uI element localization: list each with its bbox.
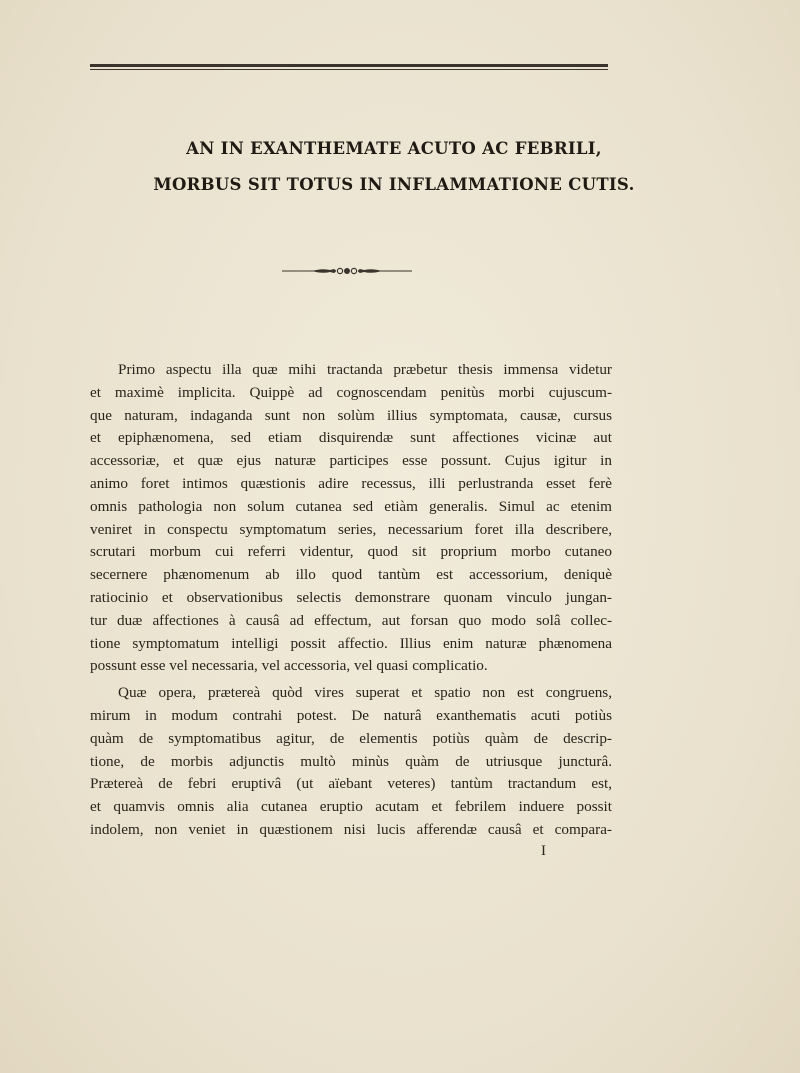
- text-line: secernere phænomenum ab illo quod tantùm est accessorium, deniquè: [90, 566, 612, 584]
- text-line: tione symptomatum intelligi possit affectio. Illius enim naturæ phænomena: [90, 634, 612, 652]
- text-line: ratiocinio et observationibus selectis demonstrare quonam vinculo jungan-: [90, 588, 612, 606]
- text-line: quàm de symptomatibus agitur, de elementis potiùs quàm de descrip-: [90, 729, 612, 747]
- text-line: Quæ opera, prætereà quòd vires superat et spatio non est congruens,: [118, 684, 612, 702]
- text-line: que naturam, indaganda sunt non solùm illius symptomata, causæ, cursus: [90, 406, 612, 424]
- paragraph-2: [90, 682, 612, 842]
- text-line: Primo aspectu illa quæ mihi tractanda præbetur thesis immensa videtur: [118, 361, 612, 378]
- text-line: Prætereà de febri eruptivâ (ut aïebant veteres) tantùm tractandum est,: [90, 775, 612, 793]
- text-line: et quamvis omnis alia cutanea eruptio acutam et febrilem induere possit: [90, 798, 612, 816]
- text-line: et maximè implicita. Quippè ad cognoscendam penitùs morbi cujuscum-: [90, 383, 612, 401]
- text-line: veniret in conspectu symptomatum series, necessarium foret illa describere,: [90, 520, 612, 538]
- text-line: tione, de morbis adjunctis multò minùs quàm de utriusque juncturâ.: [90, 752, 612, 770]
- title-line-1: AN IN EXANTHEMATE ACUTO AC FEBRILI,: [186, 139, 602, 158]
- text-line: mirum in modum contrahi potest. De naturâ exanthematis acuti potiùs: [90, 706, 612, 724]
- text-line: scrutari morbum cui referri videntur, quod sit proprium morbo cutaneo: [90, 543, 612, 561]
- text-line: animo foret intimos quæstionis adire recessus, illi perlustranda esset ferè: [90, 474, 612, 492]
- paragraph-1: [90, 359, 612, 678]
- title-line-2: MORBUS SIT TOTUS IN INFLAMMATIONE CUTIS.: [153, 175, 635, 194]
- text-line: possunt esse vel necessaria, vel accessoria, vel quasi complicatio.: [90, 657, 488, 675]
- header-rule: [90, 64, 608, 70]
- body-text: [90, 359, 612, 842]
- text-line: et epiphænomena, sed etiam disquirendæ sunt affectiones vicinæ aut: [90, 429, 612, 447]
- decorative-ornament-icon: [282, 266, 412, 276]
- text-line: accessoriæ, et quæ ejus naturæ participes esse possunt. Cujus igitur in: [90, 452, 612, 470]
- text-line: tur duæ affectiones à causâ ad effectum, aut forsan quo modo solâ collec-: [90, 611, 612, 629]
- signature-mark: I: [541, 843, 546, 859]
- text-line: indolem, non veniet in quæstionem nisi lucis afferendæ causâ et compara-: [90, 820, 612, 838]
- text-line: omnis pathologia non solum cutanea sed etiàm generalis. Simul ac etenim: [90, 497, 612, 515]
